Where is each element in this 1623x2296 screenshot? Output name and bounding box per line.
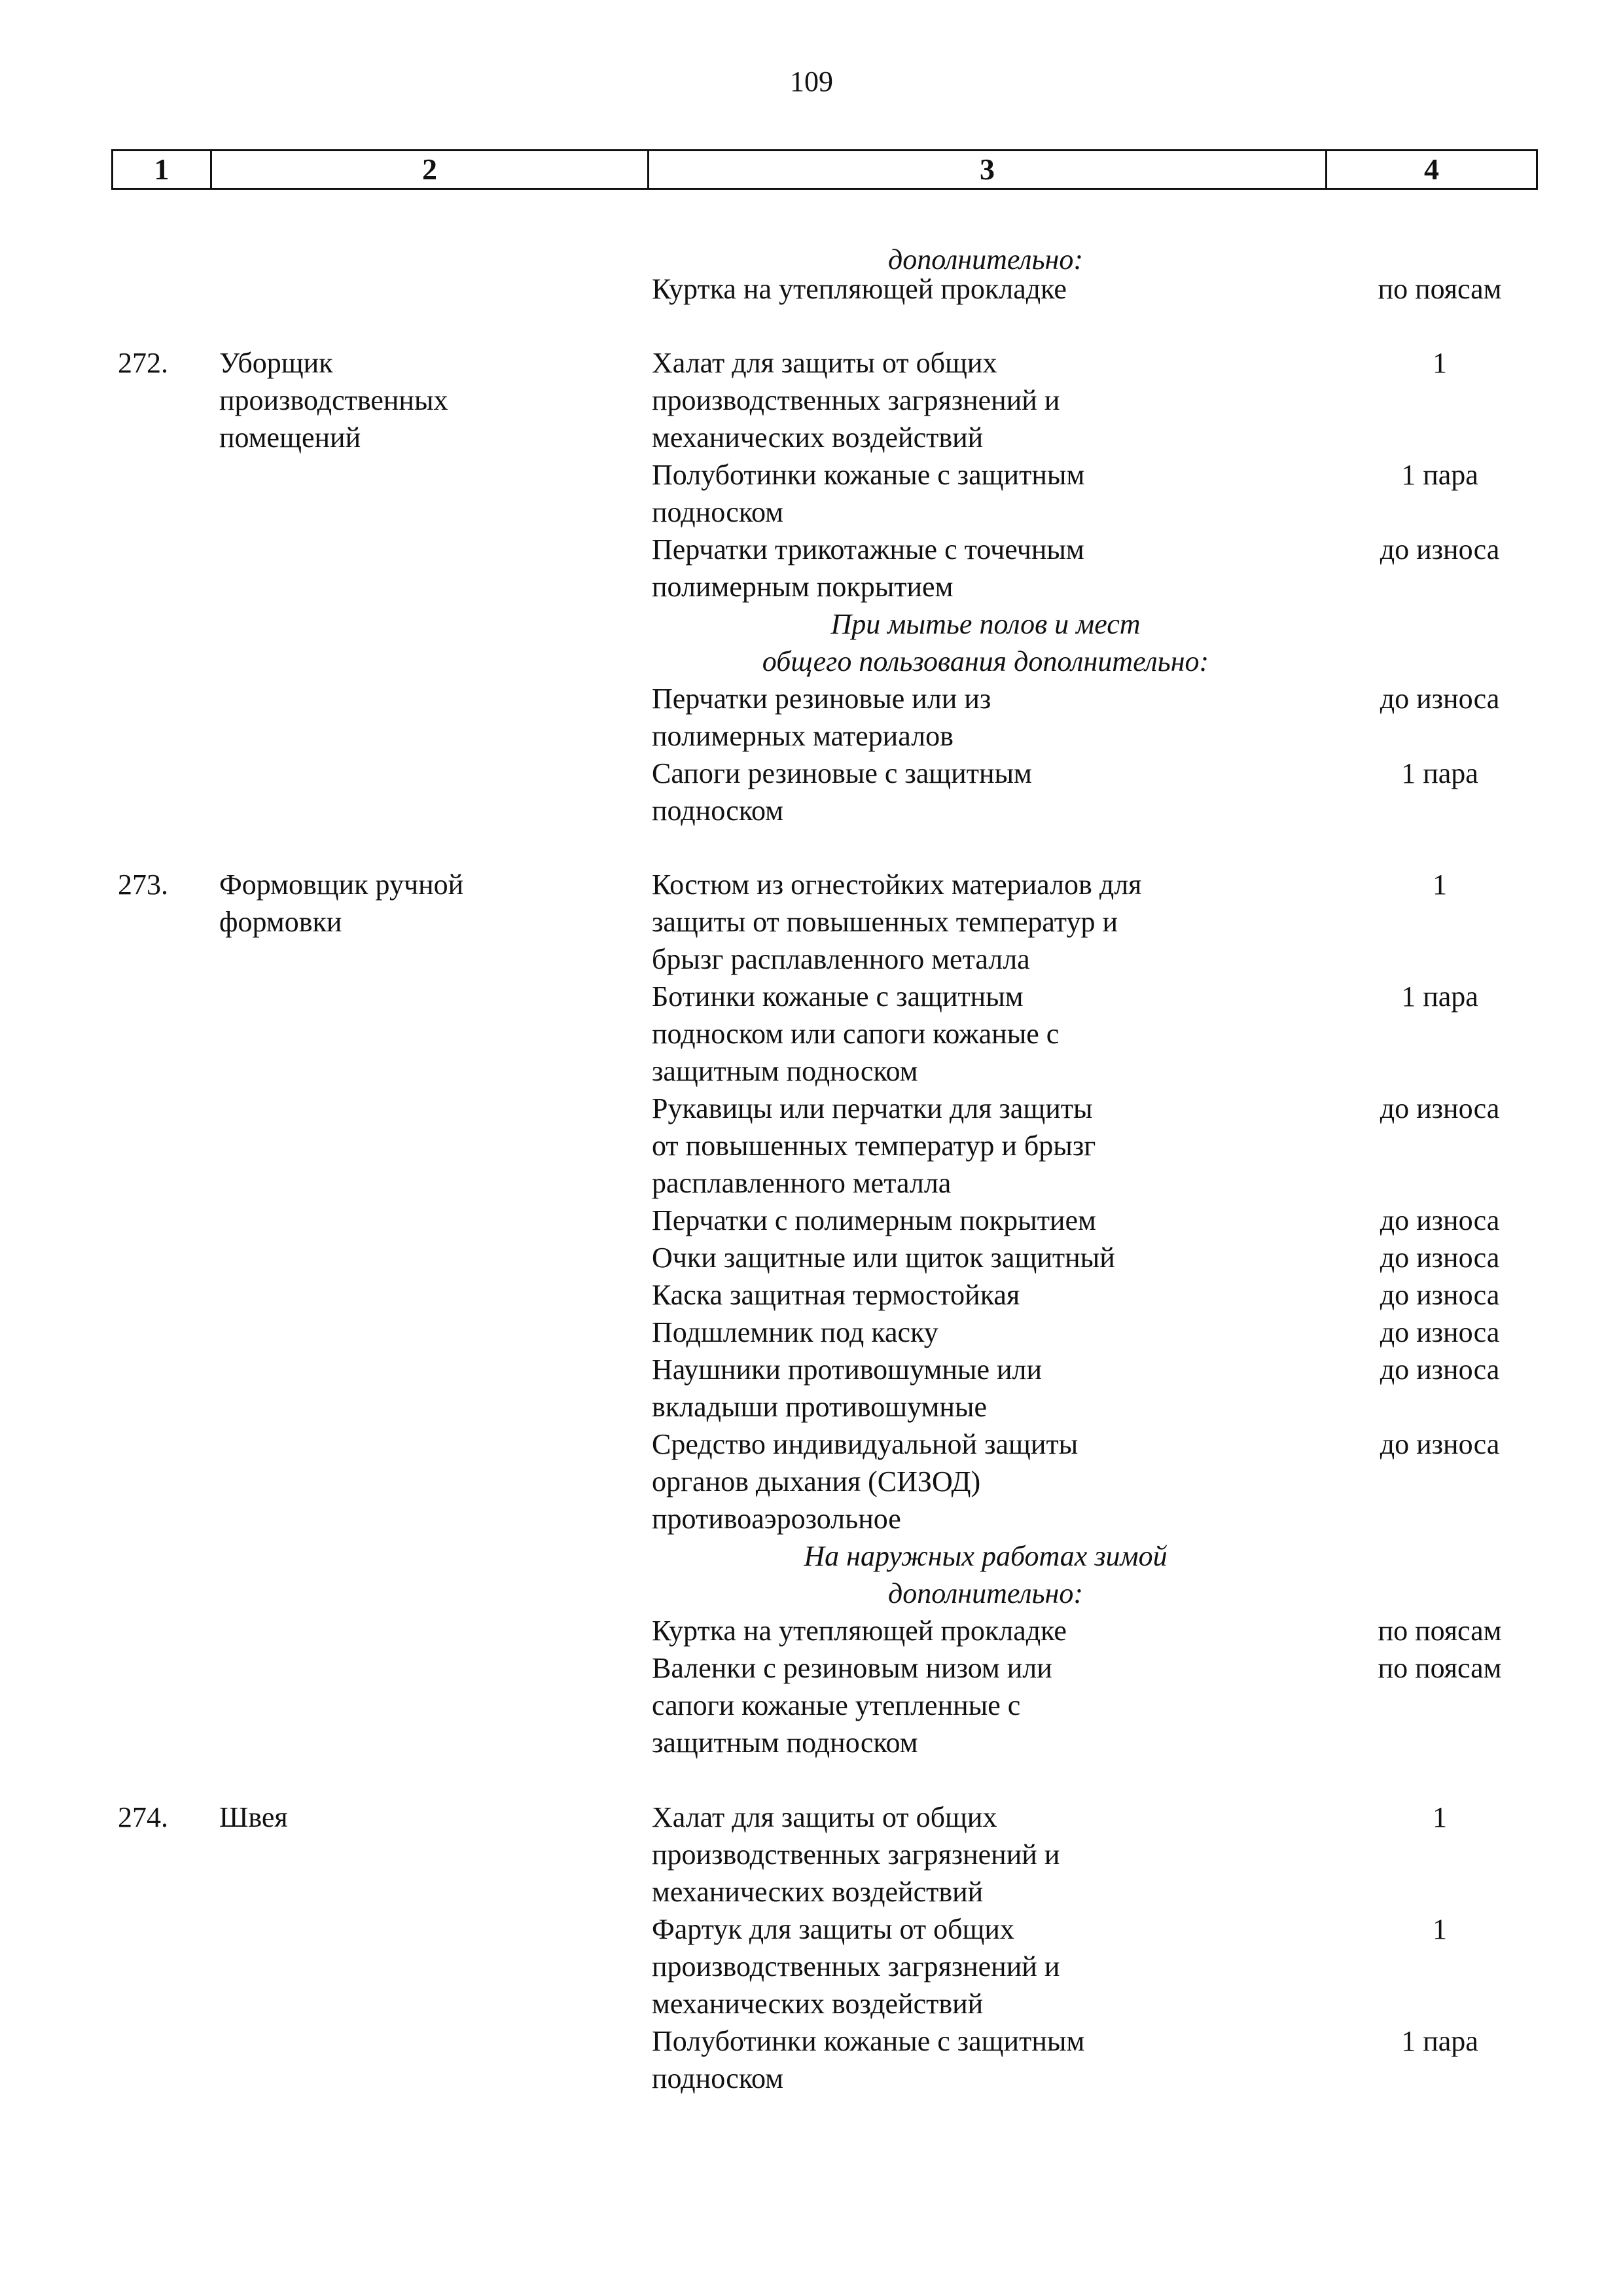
row-273-item-norm: до износа <box>1380 1316 1500 1348</box>
continuation-item-norm: по поясам <box>1378 273 1502 305</box>
row-273-item-name: брызг расплавленного металла <box>652 943 1030 975</box>
row-272-profession: производственных <box>219 384 448 416</box>
row-273-profession: формовки <box>219 906 342 938</box>
row-273-item-norm: 1 <box>1433 869 1447 901</box>
row-274-item-name: механических воздействий <box>652 1988 984 2020</box>
continuation-item-name: Куртка на утепляющей прокладке <box>652 273 1067 305</box>
row-273-extra-item-name: Валенки с резиновым низом или <box>652 1652 1052 1684</box>
row-273-item-name: органов дыхания (СИЗОД) <box>652 1465 981 1498</box>
row-273-item-name: Каска защитная термостойкая <box>652 1279 1020 1311</box>
row-273-item-name: расплавленного металла <box>652 1167 952 1199</box>
row-272-item-norm: 1 пара <box>1401 459 1478 491</box>
row-273-note: дополнительно: <box>887 1577 1084 1609</box>
row-273-item-name: защитным подноском <box>652 1055 918 1087</box>
row-272-item-name: полимерным покрытием <box>652 571 954 603</box>
row-273-extra-item-norm: по поясам <box>1378 1615 1502 1647</box>
row-274-item-norm: 1 пара <box>1401 2025 1478 2057</box>
row-272-note: При мытье полов и мест <box>830 608 1141 640</box>
row-273-extra-item-name: Куртка на утепляющей прокладке <box>652 1615 1067 1647</box>
row-273-item-name: Средство индивидуальной защиты <box>652 1428 1079 1460</box>
row-273-number: 273. <box>118 869 168 901</box>
row-272-note: общего пользования дополнительно: <box>762 645 1209 677</box>
row-274-item-name: Полуботинки кожаные с защитным <box>652 2025 1085 2057</box>
column-header-3: 3 <box>647 151 1325 188</box>
column-header-1: 1 <box>154 152 169 186</box>
row-274-item-name: производственных загрязнений и <box>652 1950 1060 1982</box>
row-273-item-name: защиты от повышенных температур и <box>652 906 1118 938</box>
row-273-item-norm: до износа <box>1380 1092 1500 1124</box>
row-274-item-norm: 1 <box>1433 1913 1447 1945</box>
row-272-profession: Уборщик <box>219 347 333 379</box>
column-header-2: 2 <box>210 151 647 188</box>
row-274-item-name: Фартук для защиты от общих <box>652 1913 1014 1945</box>
row-273-item-name: вкладыши противошумные <box>652 1391 988 1423</box>
row-273-item-norm: до износа <box>1380 1428 1500 1460</box>
row-272-extra-item-name: полимерных материалов <box>652 720 954 752</box>
row-272-item-name: Полуботинки кожаные с защитным <box>652 459 1085 491</box>
row-274-item-name: производственных загрязнений и <box>652 1839 1060 1871</box>
row-272-item-name: производственных загрязнений и <box>652 384 1060 416</box>
row-273-item-norm: до износа <box>1380 1204 1500 1236</box>
row-274-profession: Швея <box>219 1801 288 1833</box>
row-273-item-name: Ботинки кожаные с защитным <box>652 980 1024 1013</box>
row-272-extra-item-name: Сапоги резиновые с защитным <box>652 757 1032 789</box>
row-274-item-name: подноском <box>652 2062 783 2094</box>
row-273-item-norm: до износа <box>1380 1279 1500 1311</box>
row-273-item-name: Подшлемник под каску <box>652 1316 938 1348</box>
row-273-extra-item-name: защитным подноском <box>652 1727 918 1759</box>
row-274-item-norm: 1 <box>1433 1801 1447 1833</box>
row-273-item-name: Очки защитные или щиток защитный <box>652 1242 1115 1274</box>
row-273-extra-item-name: сапоги кожаные утепленные с <box>652 1689 1021 1721</box>
row-272-number: 272. <box>118 347 168 379</box>
row-273-item-name: Наушники противошумные или <box>652 1354 1043 1386</box>
column-header-4: 4 <box>1325 151 1536 188</box>
column-header-row <box>111 149 1538 190</box>
row-272-item-name: Халат для защиты от общих <box>652 347 997 379</box>
row-274-item-name: механических воздействий <box>652 1876 984 1908</box>
row-272-item-name: механических воздействий <box>652 422 984 454</box>
row-272-item-norm: до износа <box>1380 533 1500 565</box>
row-273-item-name: подноском или сапоги кожаные с <box>652 1018 1060 1050</box>
row-272-item-name: Перчатки трикотажные с точечным <box>652 533 1084 565</box>
row-273-item-norm: 1 пара <box>1401 980 1478 1013</box>
row-273-item-name: Костюм из огнестойких материалов для <box>652 869 1142 901</box>
row-273-item-name: Рукавицы или перчатки для защиты <box>652 1092 1093 1124</box>
continuation-note: дополнительно: <box>887 243 1084 276</box>
row-272-item-norm: 1 <box>1433 347 1447 379</box>
row-273-item-name: от повышенных температур и брызг <box>652 1130 1096 1162</box>
row-272-item-name: подноском <box>652 496 783 528</box>
row-273-extra-item-norm: по поясам <box>1378 1652 1502 1684</box>
row-273-item-norm: до износа <box>1380 1354 1500 1386</box>
row-272-extra-item-norm: 1 пара <box>1401 757 1478 789</box>
row-274-item-name: Халат для защиты от общих <box>652 1801 997 1833</box>
row-273-item-name: противоаэрозольное <box>652 1503 901 1535</box>
row-273-note: На наружных работах зимой <box>804 1540 1168 1572</box>
row-273-item-name: Перчатки с полимерным покрытием <box>652 1204 1096 1236</box>
row-274-number: 274. <box>118 1801 168 1833</box>
row-272-profession: помещений <box>219 422 361 454</box>
row-272-extra-item-norm: до износа <box>1380 683 1500 715</box>
row-272-extra-item-name: Перчатки резиновые или из <box>652 683 991 715</box>
row-273-profession: Формовщик ручной <box>219 869 464 901</box>
row-273-item-norm: до износа <box>1380 1242 1500 1274</box>
page-number: 109 <box>790 65 833 98</box>
row-272-extra-item-name: подноском <box>652 795 783 827</box>
